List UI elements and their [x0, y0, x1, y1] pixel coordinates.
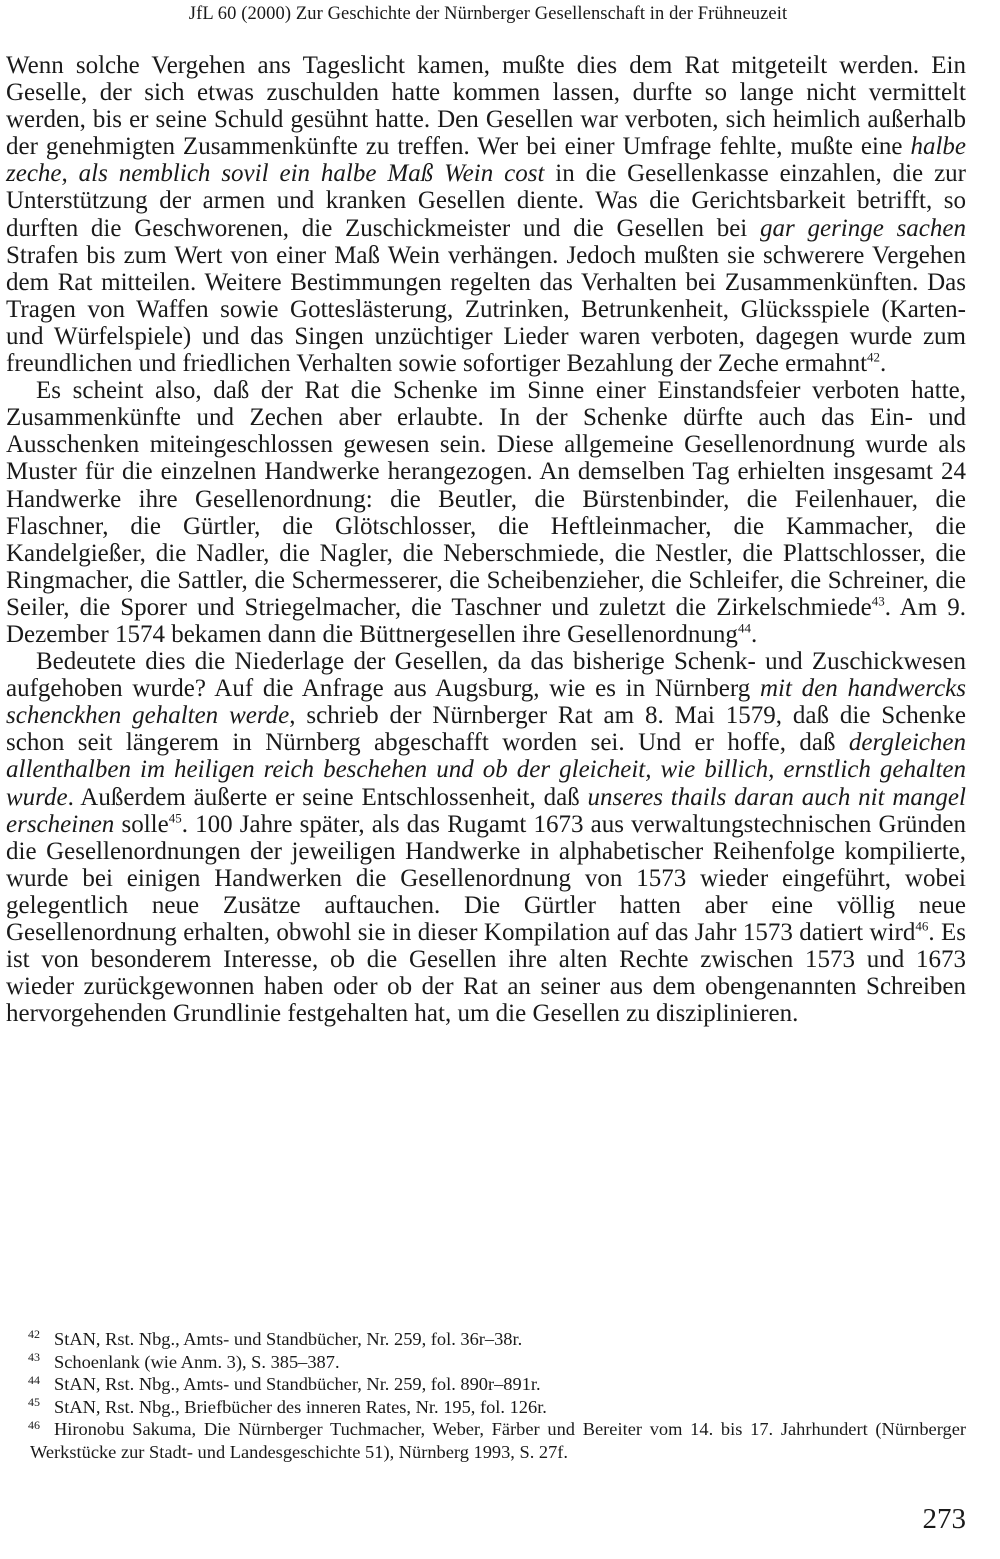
text-run: Es scheint also, daß der Rat die Schenke im Sinne einer Einstandsfeier verboten hatte, Zusammenkünfte und Zechen aber erlaubte. In der Schenke dürfte auch das Ein- und Ausschenken miteingeschlossen gewesen sein. Diese allgemeine Gesellenordnung wurde als Muster für die einzelnen Handwerke herangezogen. An demselben Tag erhielten insgesamt 24 Handwerke ihre Gesellenordnung: die Beutler, die Bürstenbinder, die Feilenhauer, die Flaschner, die Gürtler, die Glötschlosser, die Heftleinmacher, die Kammacher, die Kandelgießer, die Nadler, die Nagler, die Neberschmiede, die Nestler, die Plattschlosser, die Ringmacher, die Sattler, die Schermesserer, die Scheibenzieher, die Schleifer, die Schreiner, die Seiler, die Sporer und Striegelmacher, die Taschner und zuletzt die Zirkelschmiede [6, 377, 966, 621]
footnote-ref: 44 [737, 620, 751, 636]
page-number: 273 [922, 1503, 966, 1535]
footnote-ref: 45 [168, 809, 182, 825]
text-run: Wenn solche Vergehen ans Tageslicht kamen, mußte dies dem Rat mitgeteilt werden. Ein Geselle, der sich etwas zuschulden hatte kommen lassen, durfte so lange nicht vermittelt werden, bis er seine Schuld gesühnt hatte. Den Gesellen war verboten, sich heimlich außerhalb der genehmigten Zusammenkünfte zu treffen. Wer bei einer Umfrage fehlte, mußte eine [6, 52, 966, 161]
footnote: 44 StAN, Rst. Nbg., Amts- und Standbücher, Nr. 259, fol. 890r–891r. [28, 1372, 541, 1395]
italic-quote: mit den handwercks schenckhen gehalten werde [6, 675, 966, 730]
footnote-ref: 43 [871, 593, 885, 609]
italic-quote: gar geringe sachen [760, 214, 966, 242]
text-run: . Am 9. Dezember 1574 bekamen dann die Büttnergesellen ihre Gesellenordnung [6, 593, 966, 648]
footnote-text: Hironobu Sakuma, Die Nürnberger Tuchmacher, Weber, Färber und Bereiter vom 14. bis 17. Jahrhundert (Nürnberger Werkstücke zur Stadt- und Landesgeschichte 51), Nürnberg 1993, S. 27f. [30, 1419, 966, 1462]
italic-quote: dergleichen allenthalben im heiligen reich beschehen und ob der gleicheit, wie billich, ernstlich gehalten wurde [6, 729, 966, 811]
footnotes [6, 1328, 966, 1464]
footnote-text: StAN, Rst. Nbg., Amts- und Standbücher, Nr. 259, fol. 890r–891r. [54, 1374, 541, 1395]
paragraph-2 [6, 377, 966, 648]
footnote: 43 Schoenlank (wie Anm. 3), S. 385–387. [28, 1350, 340, 1372]
paragraph-1 [6, 52, 966, 377]
footnote-ref: 42 [867, 349, 881, 365]
text-run: Bedeutete dies die Niederlage der Gesellen, da das bisherige Schenk- und Zuschickwesen aufgehoben wurde? Auf die Anfrage aus Augsburg, wie es in Nürnberg [6, 648, 966, 703]
running-head: JfL 60 (2000) Zur Geschichte der Nürnberger Gesellenschaft in der Frühneuzeit [188, 4, 788, 24]
italic-quote: halbe zeche, als nemblich sovil ein halbe Maß Wein cost [6, 133, 966, 188]
footnote-text: StAN, Rst. Nbg., Briefbücher des inneren Rates, Nr. 195, fol. 126r. [54, 1396, 547, 1417]
italic-quote: unseres thails daran auch nit mangel erscheinen [6, 783, 966, 838]
text-run: . [880, 350, 887, 378]
footnote: 42 StAN, Rst. Nbg., Amts- und Standbücher, Nr. 259, fol. 36r–38r. [28, 1327, 523, 1349]
footnote-text: Schoenlank (wie Anm. 3), S. 385–387. [54, 1351, 340, 1372]
footnote: 46 Hironobu Sakuma, Die Nürnberger Tuchmacher, Weber, Färber und Bereiter vom 14. bis 17. Jahrhundert (Nürnberger Werkstücke zur Stadt- und Landesgeschichte 51), Nürnberg 1993, S. 27f. [28, 1417, 966, 1462]
text-run: . Außerdem äußerte er seine Entschlossenheit, daß [67, 783, 588, 811]
paragraph-3 [6, 648, 966, 1027]
body-text [6, 52, 966, 1027]
text-run: in die Gesellenkasse einzahlen, die zur Unterstützung der armen und kranken Gesellen diente. Was die Gerichtsbarkeit betrifft, so durften die Geschworenen, die Zuschickmeister und die Gesellen bei [6, 160, 966, 242]
footnote: 45 StAN, Rst. Nbg., Briefbücher des inneren Rates, Nr. 195, fol. 126r. [28, 1395, 547, 1417]
text-run: Strafen bis zum Wert von einer Maß Wein verhängen. Jedoch mußten sie schwerere Vergehen dem Rat mitteilen. Weitere Bestimmungen regelten das Verhalten bei Zusammenkünften. Das Tragen von Waffen sowie Gotteslästerung, Zutrinken, Betrunkenheit, Glücksspiele (Karten- und Würfelspiele) und das Singen unzüchtiger Lieder waren verboten, dagegen wurde zum freundlichen und friedlichen Verhalten sowie sofortiger Bezahlung der Zeche ermahnt [6, 241, 966, 378]
footnote-ref: 46 [915, 918, 929, 934]
text-run: solle [114, 810, 169, 838]
text-run: . 100 Jahre später, als das Rugamt 1673 aus verwaltungstechnischen Gründen die Gesellenordnungen der jeweiligen Handwerke in alphabetischer Reihenfolge kompilierte, wurde bei einigen Handwerken die Gesellenordnung von 1573 wieder eingeführt, wobei gelegentlich neue Zusätze auftauchen. Die Gürtler hatten aber eine völlig neue Gesellenordnung erhalten, obwohl sie in dieser Kompilation auf das Jahr 1573 datiert wird [6, 810, 967, 946]
text-run: , schrieb der Nürnberger Rat am 8. Mai 1579, daß die Schenke schon seit längerem in Nürnberg abgeschafft worden sei. Und er hoffe, daß [6, 702, 967, 757]
text-run: . Es ist von besonderem Interesse, ob die Gesellen ihre alten Rechte zwischen 1573 und 1673 wieder zurückgewonnen haben oder ob der Rat an seiner aus dem obengenannten Schreiben hervorgehenden Grundlinie festgehalten hat, um die Gesellen zu disziplinieren. [6, 919, 966, 1028]
footnote-text: StAN, Rst. Nbg., Amts- und Standbücher, Nr. 259, fol. 36r–38r. [54, 1329, 523, 1349]
text-run: . [750, 620, 758, 648]
